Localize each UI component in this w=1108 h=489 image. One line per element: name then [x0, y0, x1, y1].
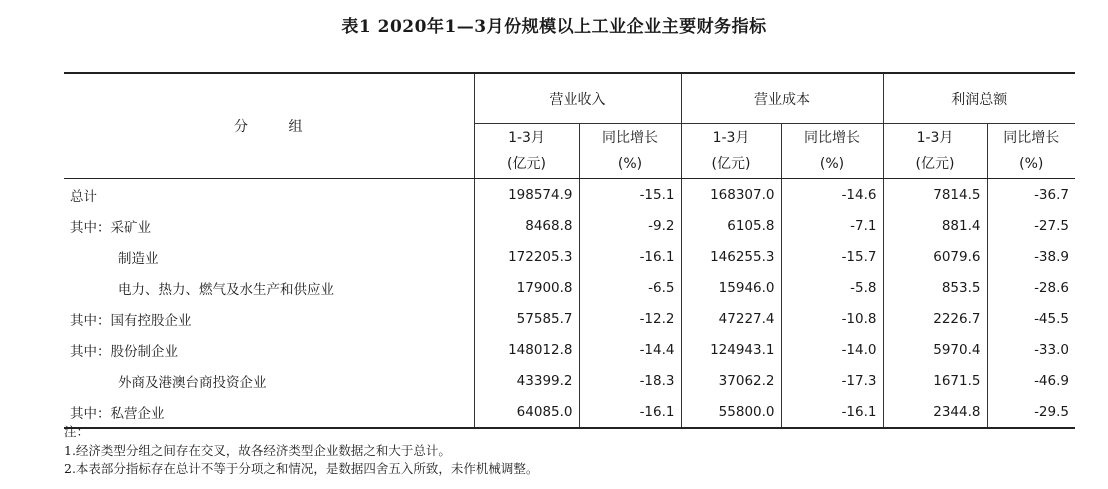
table-cell: 2226.7: [883, 303, 987, 334]
row-label: [64, 210, 474, 241]
table-cell: 6105.8: [681, 210, 781, 241]
row-label: [64, 272, 474, 303]
table-cell: 37062.2: [681, 365, 781, 396]
table-cell: -9.2: [579, 210, 681, 241]
table-cell: -12.2: [579, 303, 681, 334]
row-label: [64, 303, 474, 334]
table-cell: -27.5: [987, 210, 1075, 241]
table-cell: 1671.5: [883, 365, 987, 396]
sub-header-unit: (%): [1019, 156, 1044, 172]
sub-column-header: [883, 124, 987, 179]
sub-column-header: [987, 124, 1075, 179]
table-cell: -28.6: [987, 272, 1075, 303]
table-cell: 47227.4: [681, 303, 781, 334]
cost-header: 营业成本: [681, 73, 883, 124]
table-cell: -18.3: [579, 365, 681, 396]
sub-header-line: 1-3月: [712, 130, 750, 146]
table-cell: 15946.0: [681, 272, 781, 303]
table-cell: 172205.3: [474, 241, 579, 272]
table-row: [64, 241, 1075, 272]
table-row: [64, 303, 1075, 334]
table-cell: 168307.0: [681, 179, 781, 211]
table-cell: 853.5: [883, 272, 987, 303]
table-row: [64, 334, 1075, 365]
table-notes: [64, 423, 538, 479]
row-prefix: 其中：: [70, 219, 111, 236]
table-row: [64, 179, 1075, 211]
sub-column-header: [579, 124, 681, 179]
sub-header-unit: (亿元): [915, 156, 955, 172]
row-label: [64, 179, 474, 211]
sub-header-unit: (%): [819, 156, 845, 172]
sub-header-line: 同比增长: [602, 130, 658, 146]
note-item: 1.经济类型分组之间存在交叉，故各经济类型企业数据之和大于总计。: [64, 442, 451, 458]
table-row: [64, 210, 1075, 241]
row-label: [64, 334, 474, 365]
revenue-header: 营业收入: [474, 73, 681, 124]
table-cell: 198574.9: [474, 179, 579, 211]
row-label-text: 国有控股企业: [110, 312, 192, 329]
row-label-text: 采矿业: [110, 219, 151, 236]
table-cell: -7.1: [781, 210, 883, 241]
table-cell: 7814.5: [883, 179, 987, 211]
sub-header-unit: (%): [617, 156, 643, 172]
sub-header-line: 1-3月: [508, 130, 545, 146]
profit-header: 利润总额: [883, 73, 1075, 124]
table-cell: 64085.0: [474, 396, 579, 428]
table-title: 表1 2020年1—3月份规模以上工业企业主要财务指标: [341, 17, 767, 37]
table-cell: -33.0: [987, 334, 1075, 365]
row-label-text: 私营企业: [110, 405, 165, 422]
row-label: [64, 365, 474, 396]
table-cell: 6079.6: [883, 241, 987, 272]
table-cell: 43399.2: [474, 365, 579, 396]
table-cell: 55800.0: [681, 396, 781, 428]
row-label-text: 电力、热力、燃气及水生产和供应业: [118, 281, 334, 298]
row-label-text: 外商及港澳台商投资企业: [118, 374, 267, 391]
table-cell: -45.5: [987, 303, 1075, 334]
table-cell: 17900.8: [474, 272, 579, 303]
table-cell: -14.0: [781, 334, 883, 365]
sub-column-header: [474, 124, 579, 179]
sub-header-line: 同比增长: [804, 130, 860, 146]
sub-header-line: 同比增长: [1003, 130, 1060, 146]
table-cell: -10.8: [781, 303, 883, 334]
table-cell: 57585.7: [474, 303, 579, 334]
table-cell: 124943.1: [681, 334, 781, 365]
row-label: [64, 241, 474, 272]
table-cell: 5970.4: [883, 334, 987, 365]
table-cell: -16.1: [579, 241, 681, 272]
table-cell: -16.1: [579, 396, 681, 428]
group-column-header: 分 组: [64, 73, 474, 179]
sub-column-header: [681, 124, 781, 179]
row-prefix: 其中：: [70, 312, 111, 329]
table-cell: -36.7: [987, 179, 1075, 211]
row-label-text: 股份制企业: [110, 343, 178, 360]
row-label-text: 总计: [70, 188, 97, 205]
table-cell: 881.4: [883, 210, 987, 241]
row-label-text: 制造业: [118, 250, 159, 267]
table-cell: 146255.3: [681, 241, 781, 272]
table-cell: 8468.8: [474, 210, 579, 241]
table-row: [64, 365, 1075, 396]
table-cell: -6.5: [579, 272, 681, 303]
table-cell: -5.8: [781, 272, 883, 303]
financial-indicators-table: [64, 72, 1075, 429]
row-prefix: 其中：: [70, 343, 111, 360]
notes-head: 注：: [64, 424, 90, 439]
table-cell: -15.7: [781, 241, 883, 272]
table-cell: -38.9: [987, 241, 1075, 272]
table-row: [64, 272, 1075, 303]
table-cell: -14.6: [781, 179, 883, 211]
table-cell: -14.4: [579, 334, 681, 365]
table-cell: -46.9: [987, 365, 1075, 396]
sub-header-unit: (亿元): [711, 156, 751, 172]
table-cell: -29.5: [987, 396, 1075, 428]
note-item: 2.本表部分指标存在总计不等于分项之和情况，是数据四舍五入所致，未作机械调整。: [64, 461, 539, 476]
sub-header-line: 1-3月: [916, 130, 954, 146]
table-cell: -15.1: [579, 179, 681, 211]
table-cell: -17.3: [781, 365, 883, 396]
table-cell: -16.1: [781, 396, 883, 428]
sub-column-header: [781, 124, 883, 179]
sub-header-unit: (亿元): [507, 156, 546, 172]
table-cell: 2344.8: [883, 396, 987, 428]
table-cell: 148012.8: [474, 334, 579, 365]
row-prefix: 其中：: [70, 405, 111, 422]
